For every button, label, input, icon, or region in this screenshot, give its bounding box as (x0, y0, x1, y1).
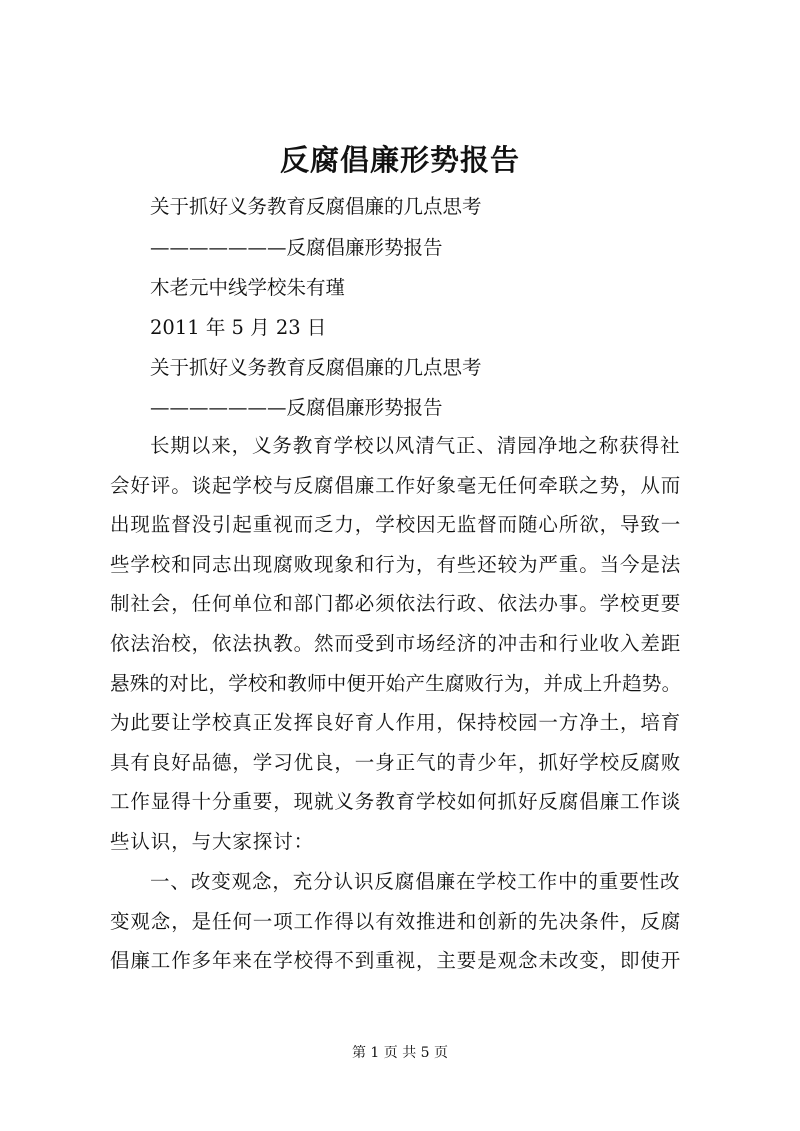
paragraph-line: 为此要让学校真正发挥良好育人作用，保持校园一方净土，培育 (110, 711, 682, 735)
paragraph-line: 会好评。谈起学校与反腐倡廉工作好象毫无任何牵联之势，从而 (110, 473, 682, 497)
date-line: 2011 年 5 月 23 日 (150, 316, 327, 339)
paragraph-intro (110, 426, 710, 862)
paragraph-line: 制社会，任何单位和部门都必须依法行政、依法办事。学校更要 (110, 592, 682, 616)
subtitle-line-repeat: 关于抓好义务教育反腐倡廉的几点思考 (150, 356, 482, 379)
paragraph-line: 些学校和同志出现腐败现象和行为，有些还较为严重。当今是法 (110, 552, 682, 576)
paragraph-line: 变观念，是任何一项工作得以有效推进和创新的先决条件，反腐 (110, 909, 682, 933)
paragraph-line: 出现监督没引起重视而乏力，学校因无监督而随心所欲，导致一 (110, 513, 682, 537)
paragraph-line: 具有良好品德，学习优良，一身正气的青少年，抓好学校反腐败 (110, 750, 682, 774)
document-title: 反腐倡廉形势报告 (279, 143, 520, 177)
paragraph-line: 一、改变观念，充分认识反腐倡廉在学校工作中的重要性改 (150, 870, 681, 893)
paragraph-line: 工作显得十分重要，现就义务教育学校如何抓好反腐倡廉工作谈 (110, 790, 682, 814)
paragraph-section-one (110, 862, 710, 981)
subtitle-report-line-repeat: ———————反腐倡廉形势报告 (150, 396, 443, 419)
subtitle-report-line: ———————反腐倡廉形势报告 (150, 236, 443, 259)
paragraph-line: 悬殊的对比，学校和教师中便开始产生腐败行为，并成上升趋势。 (110, 671, 682, 695)
paragraph-line: 些认识，与大家探讨： (110, 829, 315, 853)
paragraph-line: 倡廉工作多年来在学校得不到重视，主要是观念未改变，即使开 (110, 949, 682, 973)
paragraph-line: 长期以来，义务教育学校以风清气正、清园净地之称获得社 (150, 434, 681, 457)
subtitle-line: 关于抓好义务教育反腐倡廉的几点思考 (150, 195, 482, 218)
paragraph-line: 依法治校，依法执教。然而受到市场经济的冲击和行业收入差距 (110, 631, 682, 655)
page-footer: 第 1 页 共 5 页 (351, 1045, 449, 1061)
author-line: 木老元中线学校朱有瑾 (150, 276, 346, 299)
